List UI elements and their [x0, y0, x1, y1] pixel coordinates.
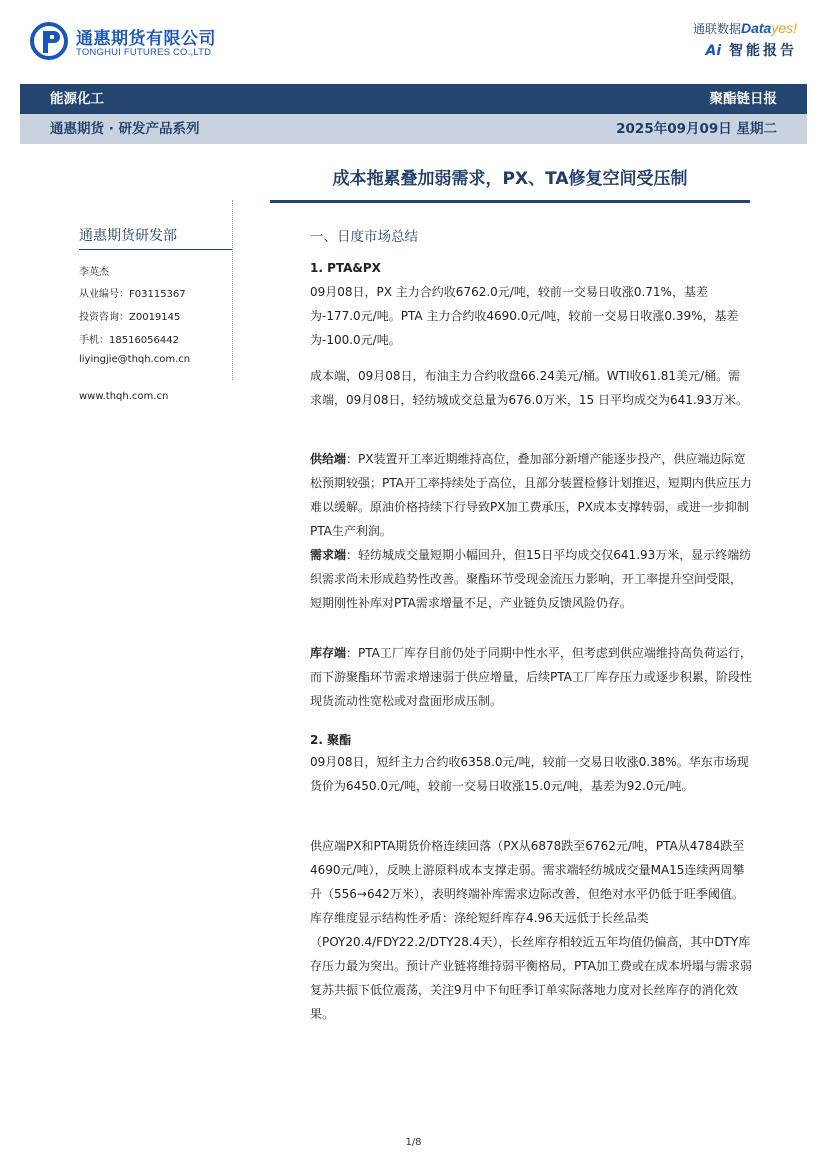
report-type-label: 聚酯链日报 [709, 91, 777, 107]
paragraph-outlook: 供应端PX和PTA期货价格连续回落（PX从6878跌至6762元/吨，PTA从4784跌至4690元/吨），反映上游原料成本支撑走弱。需求端轻纺城成交量MA15连续两周攀升（556→642万米），表明终端补库需求边际改善，但绝对水平仍低于旺季阈值。库存维度显示结构性矛盾：涤纶短纤库存4.96天远低于长丝品类（POY20.4/FDY22.2/DTY28.4天），长丝库存相较近五年均值仍偏高，其中DTY库存压力最为突出。预计产业链将维持弱平衡格局，PTA加工费或在成本坍塌与需求弱复苏共振下低位震荡，关注9月中下旬旺季订单实际落地力度对长丝库存的消化效果。 [310, 839, 752, 1021]
demand-label: 需求端 [310, 548, 347, 562]
inventory-label: 库存端 [310, 646, 347, 660]
page-number: 1/8 [405, 1137, 422, 1148]
ai-report-brand [705, 40, 797, 60]
company-name-cn: 通惠期货有限公司 [76, 29, 216, 49]
paragraph-cost-demand: 成本端，09月08日，布油主力合约收盘66.24美元/桶。WTI收61.81美元/桶。需求端，09月08日，轻纺城成交总量为676.0万米，15 日平均成交为641.93万米。 [310, 369, 748, 407]
brand-ai: Ai [705, 43, 722, 59]
series-bar [20, 114, 807, 144]
email-link[interactable]: liyingjie@thqh.com.cn [79, 354, 191, 365]
brand-yes: yes! [771, 20, 797, 36]
subsection-pta-px: 1. PTA&PX [310, 261, 381, 275]
series-label: 通惠期货 · 研发产品系列 [50, 121, 200, 137]
inventory-text: ：PTA工厂库存目前仍处于同期中性水平，但考虑到供应端维持高负荷运行，而下游聚酯环节需求增速弱于供应增量，后续PTA工厂库存压力或逐步积累，阶段性现货流动性宽松或对盘面形成压制。 [310, 646, 752, 708]
report-title: 成本拖累叠加弱需求，PX、TA修复空间受压制 [332, 169, 688, 189]
paragraph-supply [310, 447, 752, 543]
paragraph-staple-prices: 09月08日，短纤主力合约收6358.0元/吨，较前一交易日收涨0.38%。华东市场现货价为6450.0元/吨，较前一交易日收涨15.0元/吨，基差为92.0元/吨。 [310, 755, 749, 793]
report-date: 2025年09月09日 星期二 [616, 121, 777, 137]
paragraph-inventory [310, 641, 752, 713]
category-label: 能源化工 [50, 91, 104, 107]
company-logo-icon [30, 22, 68, 60]
research-dept: 通惠期货研发部 [79, 228, 177, 244]
paragraph-prices: 09月08日，PX 主力合约收6762.0元/吨，较前一交易日收涨0.71%，基差为-177.0元/吨。PTA 主力合约收4690.0元/吨，较前一交易日收涨0.39%，基差为-100.0元/吨。 [310, 285, 739, 347]
phone-number: 手机：18516056442 [79, 335, 179, 346]
analyst-name: 李英杰 [79, 267, 109, 278]
supply-text: ：PX装置开工率近期维持高位，叠加部分新增产能逐步投产，供应端边际宽松预期较强；PTA开工率持续处于高位，且部分装置检修计划推迟，短期内供应压力难以缓解。原油价格持续下行导致PX加工费承压，PX成本支撑转弱，或进一步抑制PTA生产利润。 [310, 452, 752, 538]
subsection-polyester: 2. 聚酯 [310, 733, 352, 747]
title-underline [270, 200, 750, 203]
brand-prefix: 通联数据 [692, 22, 741, 36]
paragraph-demand [310, 543, 752, 615]
brand-report: 智能报告 [729, 43, 797, 59]
category-bar [20, 84, 807, 114]
demand-text: ：轻纺城成交量短期小幅回升，但15日平均成交仅641.93万米，显示终端纺织需求尚未形成趋势性改善。聚酯环节受现金流压力影响，开工率提升空间受限，短期刚性补库对PTA需求增量不足，产业链负反馈风险仍存。 [310, 548, 752, 610]
section-heading: 一、日度市场总结 [310, 229, 418, 245]
company-name-en: TONGHUI FUTURES CO.,LTD [76, 47, 212, 58]
datayes-brand [693, 20, 797, 37]
supply-label: 供给端 [310, 452, 347, 466]
brand-data: Data [740, 20, 772, 36]
sidebar-rule [79, 249, 232, 250]
website-link[interactable]: www.thqh.com.cn [79, 391, 169, 402]
consult-number: 投资咨询：Z0019145 [79, 312, 181, 323]
license-number: 从业编号：F03115367 [79, 289, 186, 300]
